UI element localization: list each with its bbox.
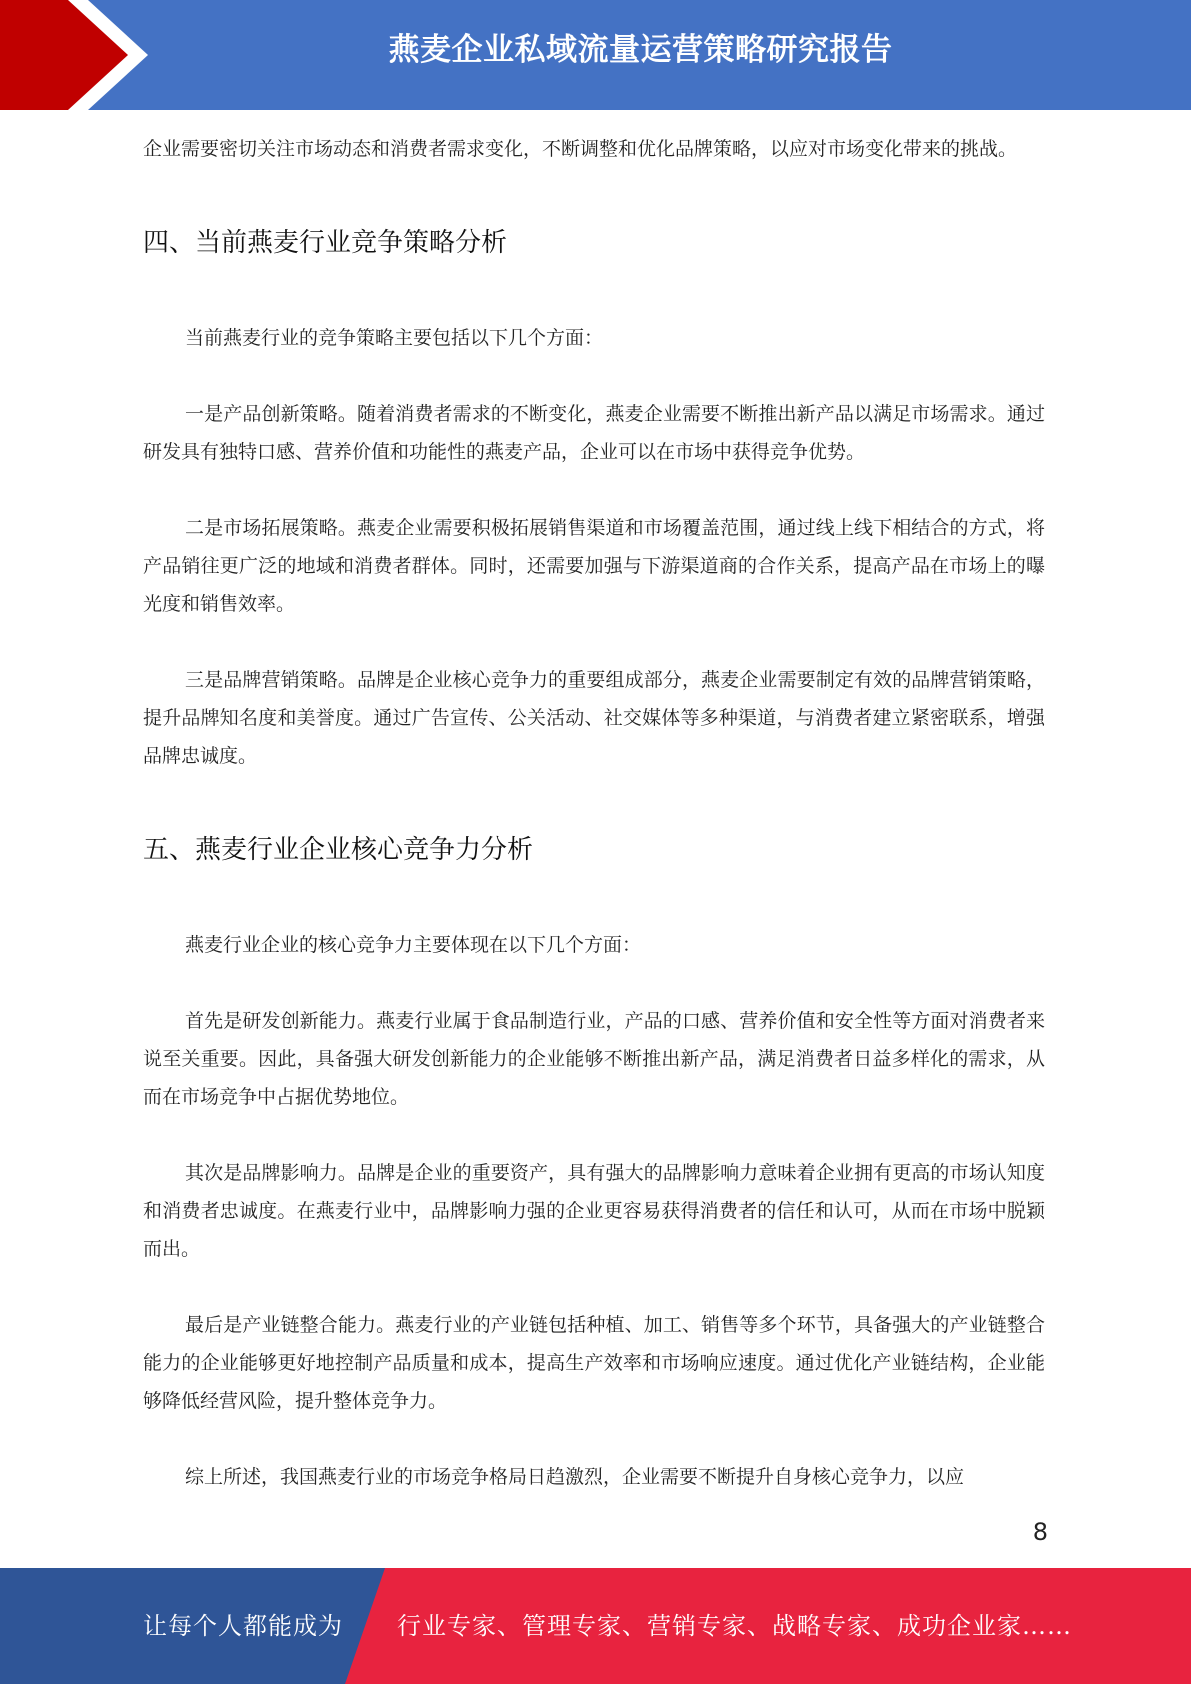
paragraph-4-3: 三是品牌营销策略。品牌是企业核心竞争力的重要组成部分，燕麦企业需要制定有效的品牌营销策略，提升品牌知名度和美誉度。通过广告宣传、公关活动、社交媒体等多种渠道，与消费者建立紧密联系，增强品牌忠诚度。 [143, 669, 1045, 767]
page-number: 8 [1032, 1518, 1048, 1546]
section-heading-5: 五、燕麦行业企业核心竞争力分析 [143, 835, 534, 865]
page-content [143, 130, 1045, 1496]
paragraph-5-2: 其次是品牌影响力。品牌是企业的重要资产，具有强大的品牌影响力意味着企业拥有更高的市场认知度和消费者忠诚度。在燕麦行业中，品牌影响力强的企业更容易获得消费者的信任和认可，从而在市场中脱颖而出。 [143, 1162, 1045, 1260]
paragraph-4-1: 一是产品创新策略。随着消费者需求的不断变化，燕麦企业需要不断推出新产品以满足市场需求。通过研发具有独特口感、营养价值和功能性的燕麦产品，企业可以在市场中获得竞争优势。 [143, 403, 1045, 463]
paragraph-5-1: 首先是研发创新能力。燕麦行业属于食品制造行业，产品的口感、营养价值和安全性等方面对消费者来说至关重要。因此，具备强大研发创新能力的企业能够不断推出新产品，满足消费者日益多样化的需求，从而在市场竞争中占据优势地位。 [143, 1010, 1045, 1108]
paragraph-4-intro: 当前燕麦行业的竞争策略主要包括以下几个方面： [185, 327, 604, 349]
page-header [0, 0, 1191, 110]
footer-slogan-left: 让每个人都能成为 [143, 1612, 343, 1640]
paragraph-4-2: 二是市场拓展策略。燕麦企业需要积极拓展销售渠道和市场覆盖范围，通过线上线下相结合的方式，将产品销往更广泛的地域和消费者群体。同时，还需要加强与下游渠道商的合作关系，提高产品在市场上的曝光度和销售效率。 [143, 517, 1045, 615]
footer-slogan-right: 行业专家、管理专家、营销专家、战略专家、成功企业家…… [397, 1612, 1072, 1640]
paragraph-5-3: 最后是产业链整合能力。燕麦行业的产业链包括种植、加工、销售等多个环节，具备强大的产业链整合能力的企业能够更好地控制产品质量和成本，提高生产效率和市场响应速度。通过优化产业链结构，企业能够降低经营风险，提升整体竞争力。 [143, 1314, 1045, 1412]
paragraph-5-intro: 燕麦行业企业的核心竞争力主要体现在以下几个方面： [185, 934, 642, 956]
section-heading-4: 四、当前燕麦行业竞争策略分析 [143, 228, 508, 258]
paragraph-continued: 企业需要密切关注市场动态和消费者需求变化，不断调整和优化品牌策略，以应对市场变化带来的挑战。 [143, 138, 1018, 160]
page-footer [0, 1568, 1191, 1684]
paragraph-summary: 综上所述，我国燕麦行业的市场竞争格局日趋激烈，企业需要不断提升自身核心竞争力，以应 [185, 1466, 965, 1488]
report-title: 燕麦企业私域流量运营策略研究报告 [388, 32, 893, 68]
